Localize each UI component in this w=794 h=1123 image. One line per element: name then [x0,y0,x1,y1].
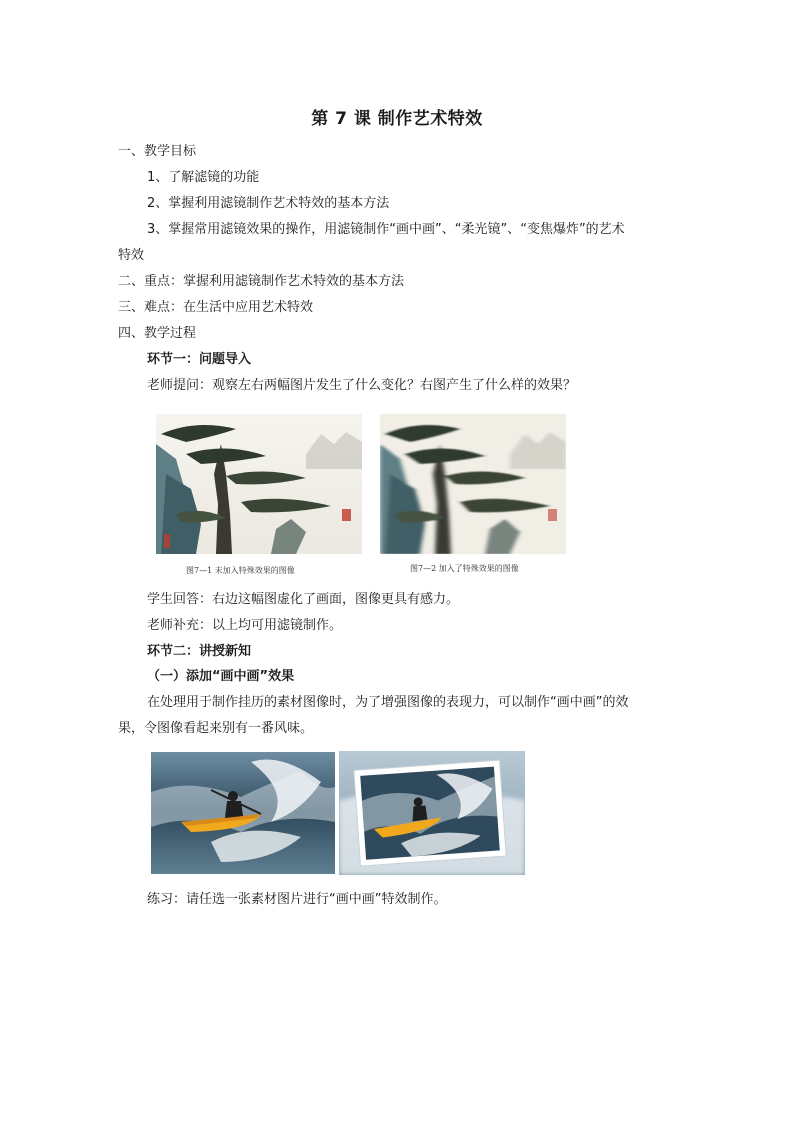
objective-3-line1: 3、掌握常用滤镜效果的操作，用滤镜制作“画中画”、“柔光镜”、“变焦爆炸”的艺术 [147,222,625,237]
section-key-point: 二、重点：掌握利用滤镜制作艺术特效的基本方法 [118,274,405,289]
ink-painting-original-image [156,414,362,554]
ink-painting-effect-image [380,414,566,554]
step-2-heading: 环节二：讲授新知 [147,644,252,659]
kayak-picture-in-picture-image [339,751,525,875]
section-process: 四、教学过程 [118,326,197,341]
paragraph-line1: 在处理用于制作挂历的素材图像时，为了增强图像的表现力，可以制作“画中画”的效 [147,695,629,710]
subsection-picture-in-picture: （一）添加“画中画”效果 [147,669,295,684]
figure-7-2-caption: 图7—2 加入了特殊效果的图像 [410,564,519,573]
objective-2: 2、掌握利用滤镜制作艺术特效的基本方法 [147,196,390,211]
objective-1: 1、了解滤镜的功能 [147,170,260,185]
kayak-original-image [151,752,335,874]
teacher-supplement: 老师补充：以上均可用滤镜制作。 [147,618,343,633]
exercise-instruction: 练习：请任选一张素材图片进行“画中画”特效制作。 [147,892,447,907]
student-answer: 学生回答：右边这幅图虚化了画面，图像更具有感力。 [147,592,460,607]
figure-7-1-caption: 图7—1 未加入特殊效果的图像 [186,566,295,575]
lesson-title: 第 7 课 制作艺术特效 [311,109,483,129]
step-1-heading: 环节一：问题导入 [147,352,252,367]
teacher-question: 老师提问：观察左右两幅图片发生了什么变化？右图产生了什么样的效果？ [147,378,577,393]
section-difficulty: 三、难点：在生活中应用艺术特效 [118,300,314,315]
objective-3-line2: 特效 [118,248,145,263]
section-objectives: 一、教学目标 [118,144,197,159]
paragraph-line2: 果，令图像看起来别有一番风味。 [118,721,314,736]
